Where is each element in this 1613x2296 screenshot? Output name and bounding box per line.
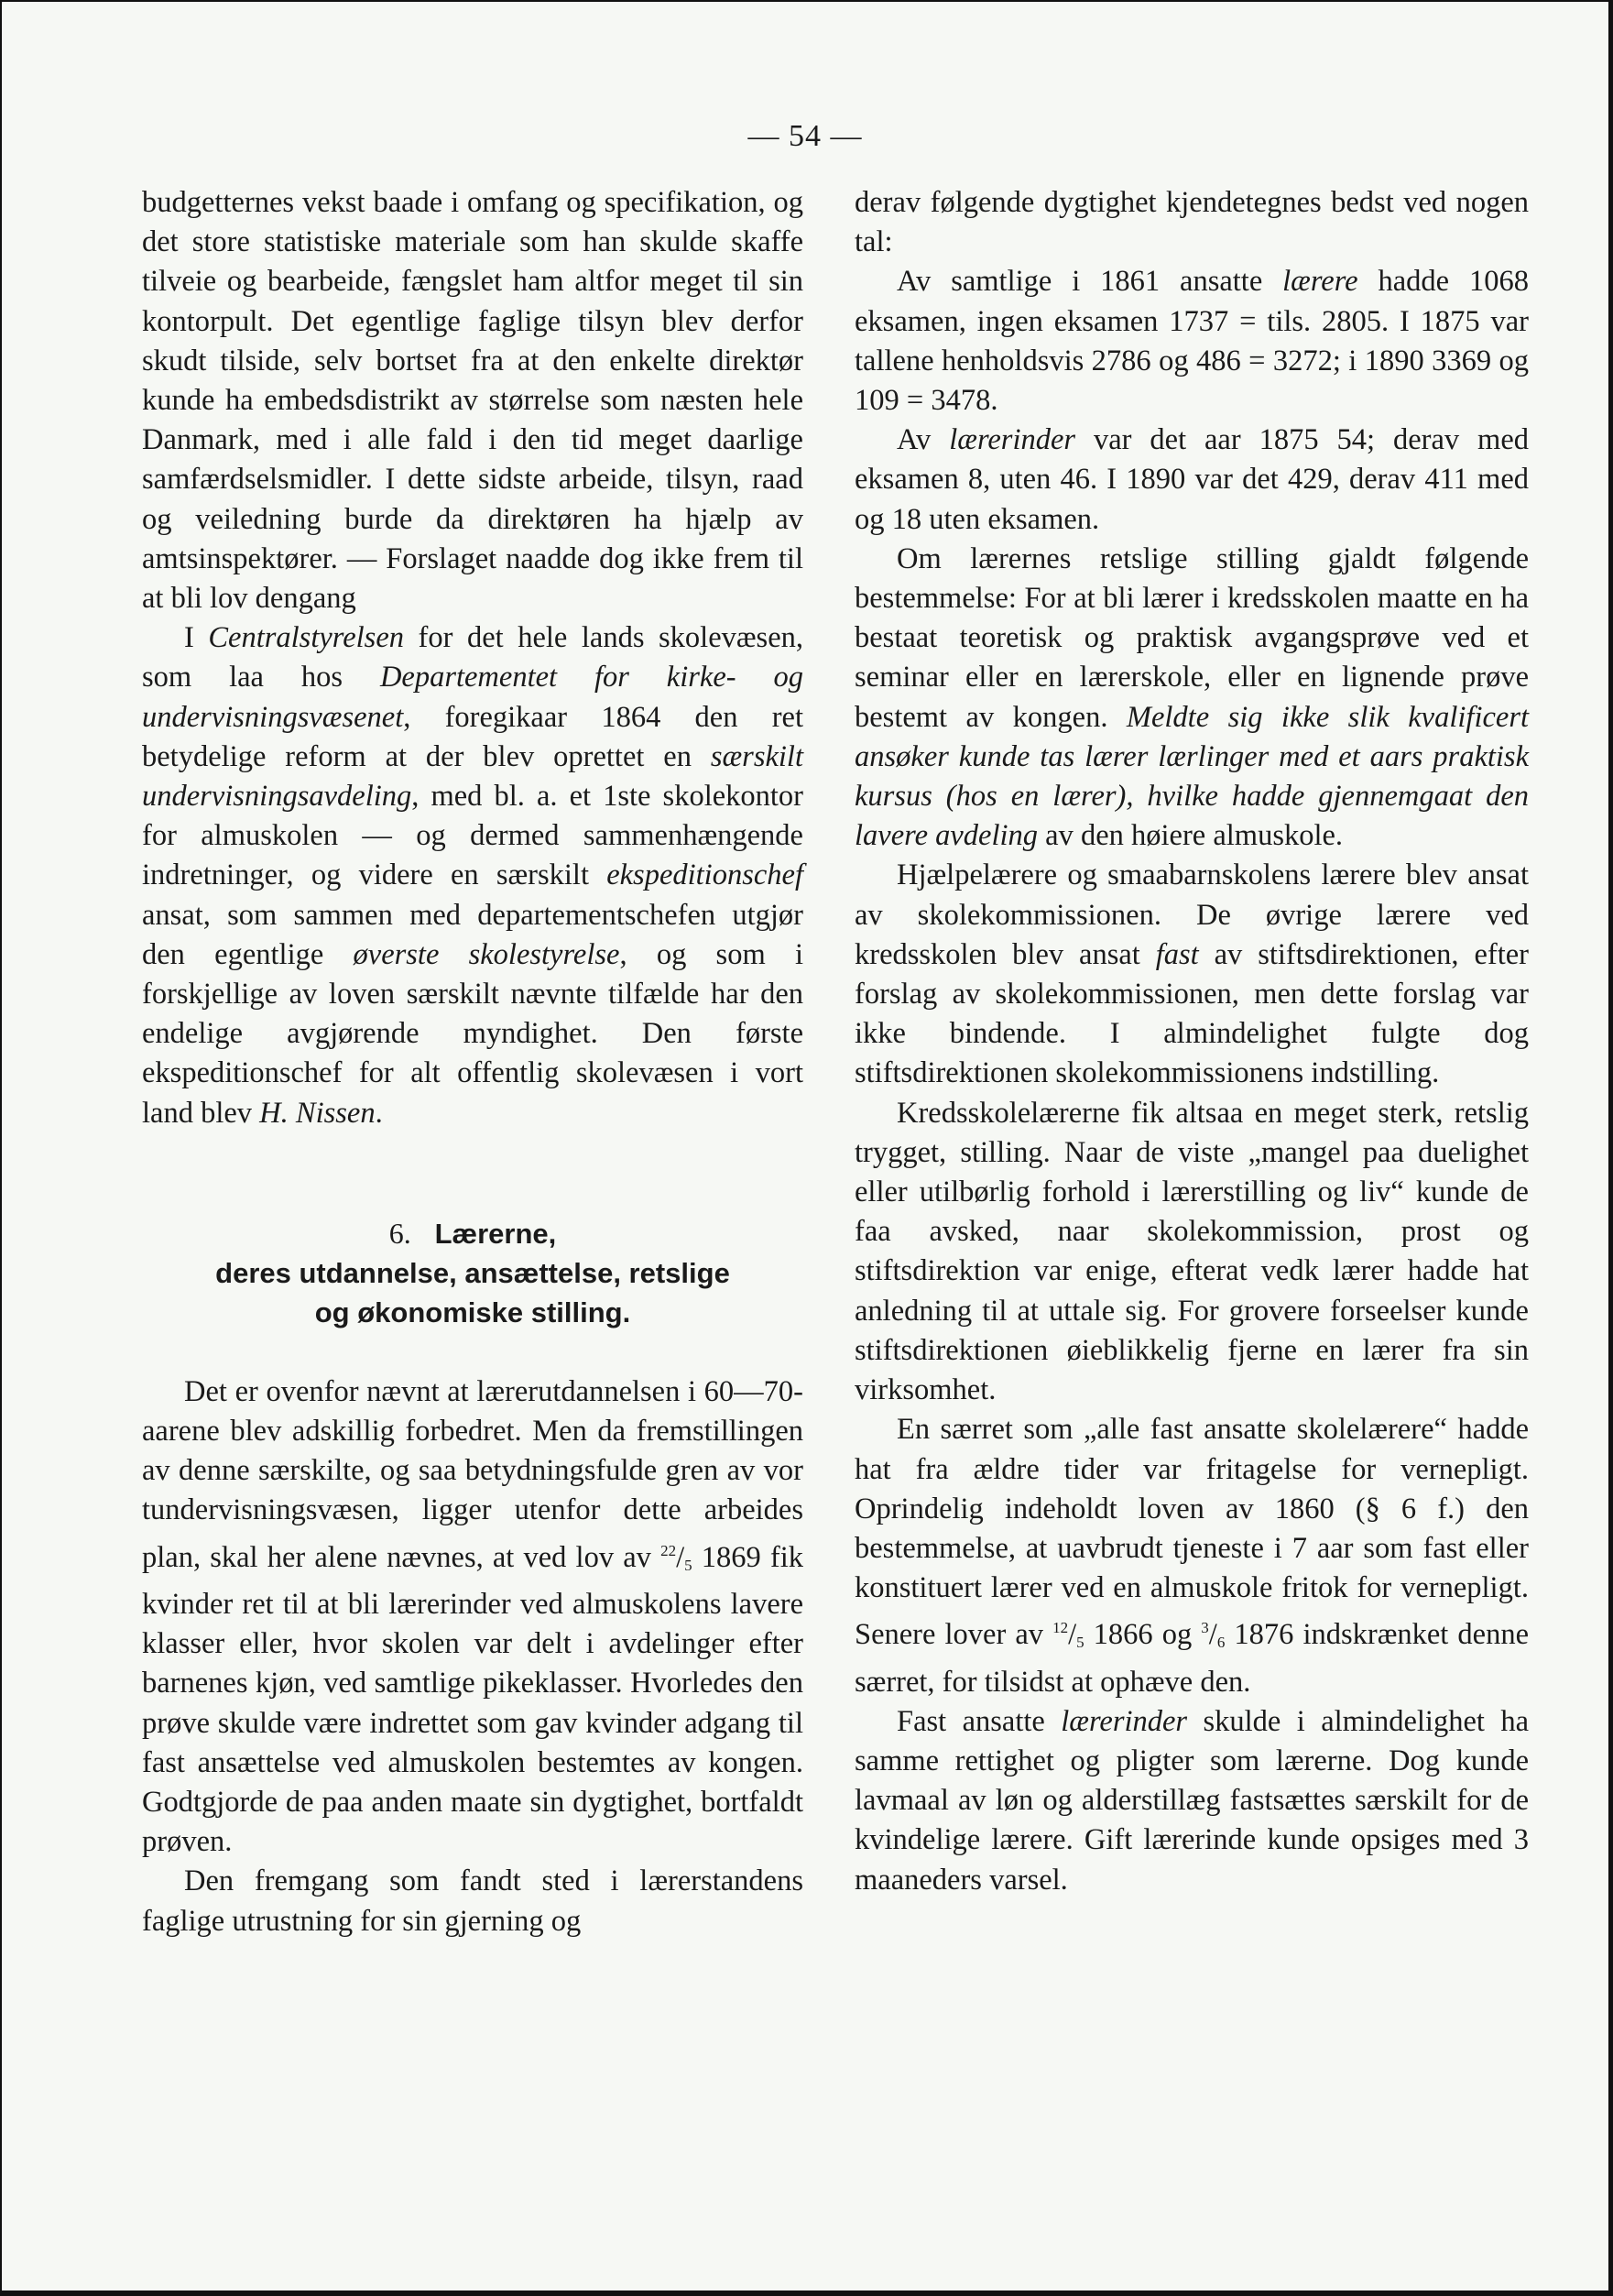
date-fraction-numerator: 3: [1201, 1619, 1209, 1637]
paragraph: budgetternes vekst baade i omfang og specifikation, og det store statistiske materiale som han skulde skaffe tilveie og bearbeide, fængslet ham altfor meget til sin kontorpult. Det egentlige faglige tilsyn blev derfor skudt tilside, selv bortset fra at den enkelte direktør kunde ha embedsdistrikt av størrelse som næsten hele Danmark, med i alle fald i den tid meget daarlige samfærdselsmidler. I dette sidste arbeide, tilsyn, raad og veiledning burde da direktøren ha hjælp av amtsinspektører. — Forslaget naadde dog ikke frem til at bli lov dengang: [142, 186, 803, 616]
italic-name: H. Nissen: [259, 1096, 376, 1130]
text: , med bl. a. et 1ste skolekontor for almuskolen — og dermed sammenhængende indretninger, og videre en særskilt: [142, 780, 803, 892]
italic-term: Centralstyrelsen: [208, 621, 404, 655]
text: Av samtlige i 1861 ansatte: [897, 265, 1283, 299]
heading-line-1: [142, 1214, 803, 1253]
italic-term: lærere: [1282, 265, 1358, 299]
italic-term: Departementet for kirke- og undervisningsvæsenet: [142, 661, 803, 734]
paragraph: [142, 618, 803, 1133]
text: av den høiere almuskole.: [1038, 819, 1344, 853]
text: Hjælpelærere og smaabarnskolens lærere blev ansat av skolekommissionen. De øvrige lærere ved kredsskolen blev ansat: [855, 858, 1529, 971]
text: .: [375, 1096, 383, 1130]
text: av stiftsdirektionen, efter forslag av skolekommissionen, men dette forslag var ikke bindende. I almindelighet fulgte dog stiftsdirektionen skolekommissionens indstilling.: [855, 937, 1529, 1090]
text: 1866 og: [1084, 1618, 1202, 1652]
paragraph: Det er ovenfor nævnt at lærerutdannelsen i 60—70-aarene blev adskillig forbedret. Men da fremstillingen av denne særskilte, og saa betydningsfulde gren av vor tundervisningsvæsen, ligger utenfor dette arbeides plan, skal her alene nævnes, at ved lov av $^{22}/_5$ 1869 fik kvinder ret til at bli lærerinder ved almuskolens lavere klasser eller, hvor skolen var delt i avdelinger efter barnenes kjøn, ved samtlige pikeklasser. Hvorledes den prøve skulde være indrettet som gav kvinder adgang til fast ansættelse ved almuskolen bestemtes av kongen. Godtgjorde de paa anden maate sin dygtighet, bortfaldt prøven.: [142, 1374, 803, 1859]
paragraph: [855, 540, 1529, 857]
heading-line-2: deres utdannelse, ansættelse, retslige: [215, 1256, 730, 1289]
right-column: [855, 183, 1529, 1900]
text: var det aar 1875 54; derav med eksamen 8, uten 46. I 1890 var det 429, derav 411 med og 18 uten eksamen.: [855, 423, 1529, 536]
text: Det er ovenfor nævnt at lærerutdannelsen i 60—70-aarene blev adskillig forbedret. Men da fremstillingen av denne særskilte, og saa betydningsfulde gren av vor tundervisningsvæsen, ligger utenfor dette arbeides plan, skal her alene nævnes, at ved lov av: [142, 1374, 803, 1574]
italic-term: ekspeditionschef: [606, 858, 803, 892]
italic-passage: Meldte sig ikke slik kvalificert ansøker kunde tas lærer lærlinger med et aars praktisk kursus (hos en lærer), hvilke hadde gjennemgaat den lavere avdeling: [855, 700, 1529, 853]
text: Av: [897, 423, 950, 457]
paragraph: [855, 421, 1529, 540]
date-fraction-denominator: 5: [1076, 1634, 1084, 1652]
document-page: [2, 2, 1608, 2291]
heading-title: Lærerne,: [434, 1217, 557, 1250]
italic-term: øverste skolestyrelse: [353, 937, 620, 971]
section-number: 6.: [388, 1216, 411, 1250]
date-fraction-numerator: 22: [660, 1541, 677, 1559]
date-fraction-denominator: 6: [1216, 1634, 1226, 1652]
paragraph: [855, 262, 1529, 421]
date-fraction-numerator: 12: [1052, 1619, 1069, 1637]
paragraph: [855, 1702, 1529, 1900]
paragraph: Kredsskolelærerne fik altsaa en meget sterk, retslig trygget, stilling. Naar de viste „mangel paa duelighet eller utilbørlig forhold i lærerstilling og liv“ kunde de faa avsked, naar skolekommission, prost og stiftsdirektion var enige, efterat vedk lærer hadde hat anledning til at uttale sig. For grovere forseelser kunde stiftsdirektionen øieblikkelig fjerne en lærer fra sin virksomhet.: [855, 1096, 1529, 1407]
page-number: — 54 —: [747, 119, 863, 153]
italic-term: særskilt undervisningsavdeling: [142, 739, 803, 814]
text: hadde 1068 eksamen, ingen eksamen 1737 = tils. 2805. I 1875 var tallene henholdsvis 2786 og 486 = 3272; i 1890 3369 og 109 = 3478.: [855, 265, 1529, 418]
text: Om lærernes retslige stilling gjaldt følgende bestemmelse: For at bli lærer i kredsskolen maatte en ha bestaat teoretisk og praktisk avgangsprøve ved et seminar eller en lærerskole, eller en lignende prøve bestemt av kongen.: [855, 541, 1529, 734]
paragraph: derav følgende dygtighet kjendetegnes bedst ved nogen tal:: [855, 186, 1529, 259]
paragraph: [855, 856, 1529, 1093]
paragraph: En særret som „alle fast ansatte skolelærere“ hadde hat fra ældre tider var fritagelse for vernepligt. Oprindelig indeholdt loven av 1860 (§ 6 f.) den bestemmelse, at uavbrudt tjeneste i 7 aar som fast eller konstituert lærer ved en almuskole fritok for vernepligt. Senere lover av $^{12}/_5$ 1866 og $^3/_6$ 1876 indskrænket denne særret, for tilsidst at ophæve den.: [855, 1413, 1529, 1699]
text: Fast ansatte: [897, 1704, 1062, 1738]
left-column: [142, 183, 803, 1941]
text: 1876 indskrænket denne særret, for tilsidst at ophæve den.: [855, 1618, 1529, 1699]
paragraph: Den fremgang som fandt sted i lærerstandens faglige utrustning for sin gjerning og: [142, 1864, 803, 1938]
text: I: [184, 621, 209, 655]
heading-line-3: og økonomiske stilling.: [314, 1296, 631, 1328]
text: , og som i forskjellige av loven særskilt nævnte tilfælde har den endelige avgjørende myndighet. Den første ekspeditionschef for alt offentlig skolevæsen i vort land blev: [142, 937, 803, 1130]
date-fraction-denominator: 5: [684, 1556, 692, 1574]
section-heading: [142, 1214, 803, 1332]
text: En særret som „alle fast ansatte skolelærere“ hadde hat fra ældre tider var fritagelse for vernepligt. Oprindelig indeholdt loven av 1860 (§ 6 f.) den bestemmelse, at uavbrudt tjeneste i 7 aar som fast eller konstituert lærer ved en almuskole fritok for vernepligt. Senere lover av: [855, 1413, 1529, 1652]
text: 1869 fik kvinder ret til at bli lærerinder ved almuskolens lavere klasser eller, hvor skolen var delt i avdelinger efter barnenes kjøn, ved samtlige pikeklasser. Hvorledes den prøve skulde være indrettet som gav kvinder adgang til fast ansættelse ved almuskolen bestemtes av kongen. Godtgjorde de paa anden maate sin dygtighet, bortfaldt prøven.: [142, 1540, 803, 1859]
text: skulde i almindelighet ha samme rettighet og pligter som lærerne. Dog kunde lavmaal av løn og alderstillæg fastsættes særskilt for de kvindelige lærere. Gift lærerinde kunde opsiges med 3 maaneders varsel.: [855, 1704, 1529, 1897]
text: , foregikaar 1864 den ret betydelige reform at der blev oprettet en: [142, 700, 803, 773]
italic-term: fast: [1155, 937, 1199, 971]
italic-term: lærerinder: [1061, 1704, 1188, 1738]
text: ansat, som sammen med departementschefen utgjør den egentlige: [142, 898, 803, 971]
text: for det hele lands skolevæsen, som laa hos: [142, 621, 803, 694]
italic-term: lærerinder: [949, 423, 1076, 457]
